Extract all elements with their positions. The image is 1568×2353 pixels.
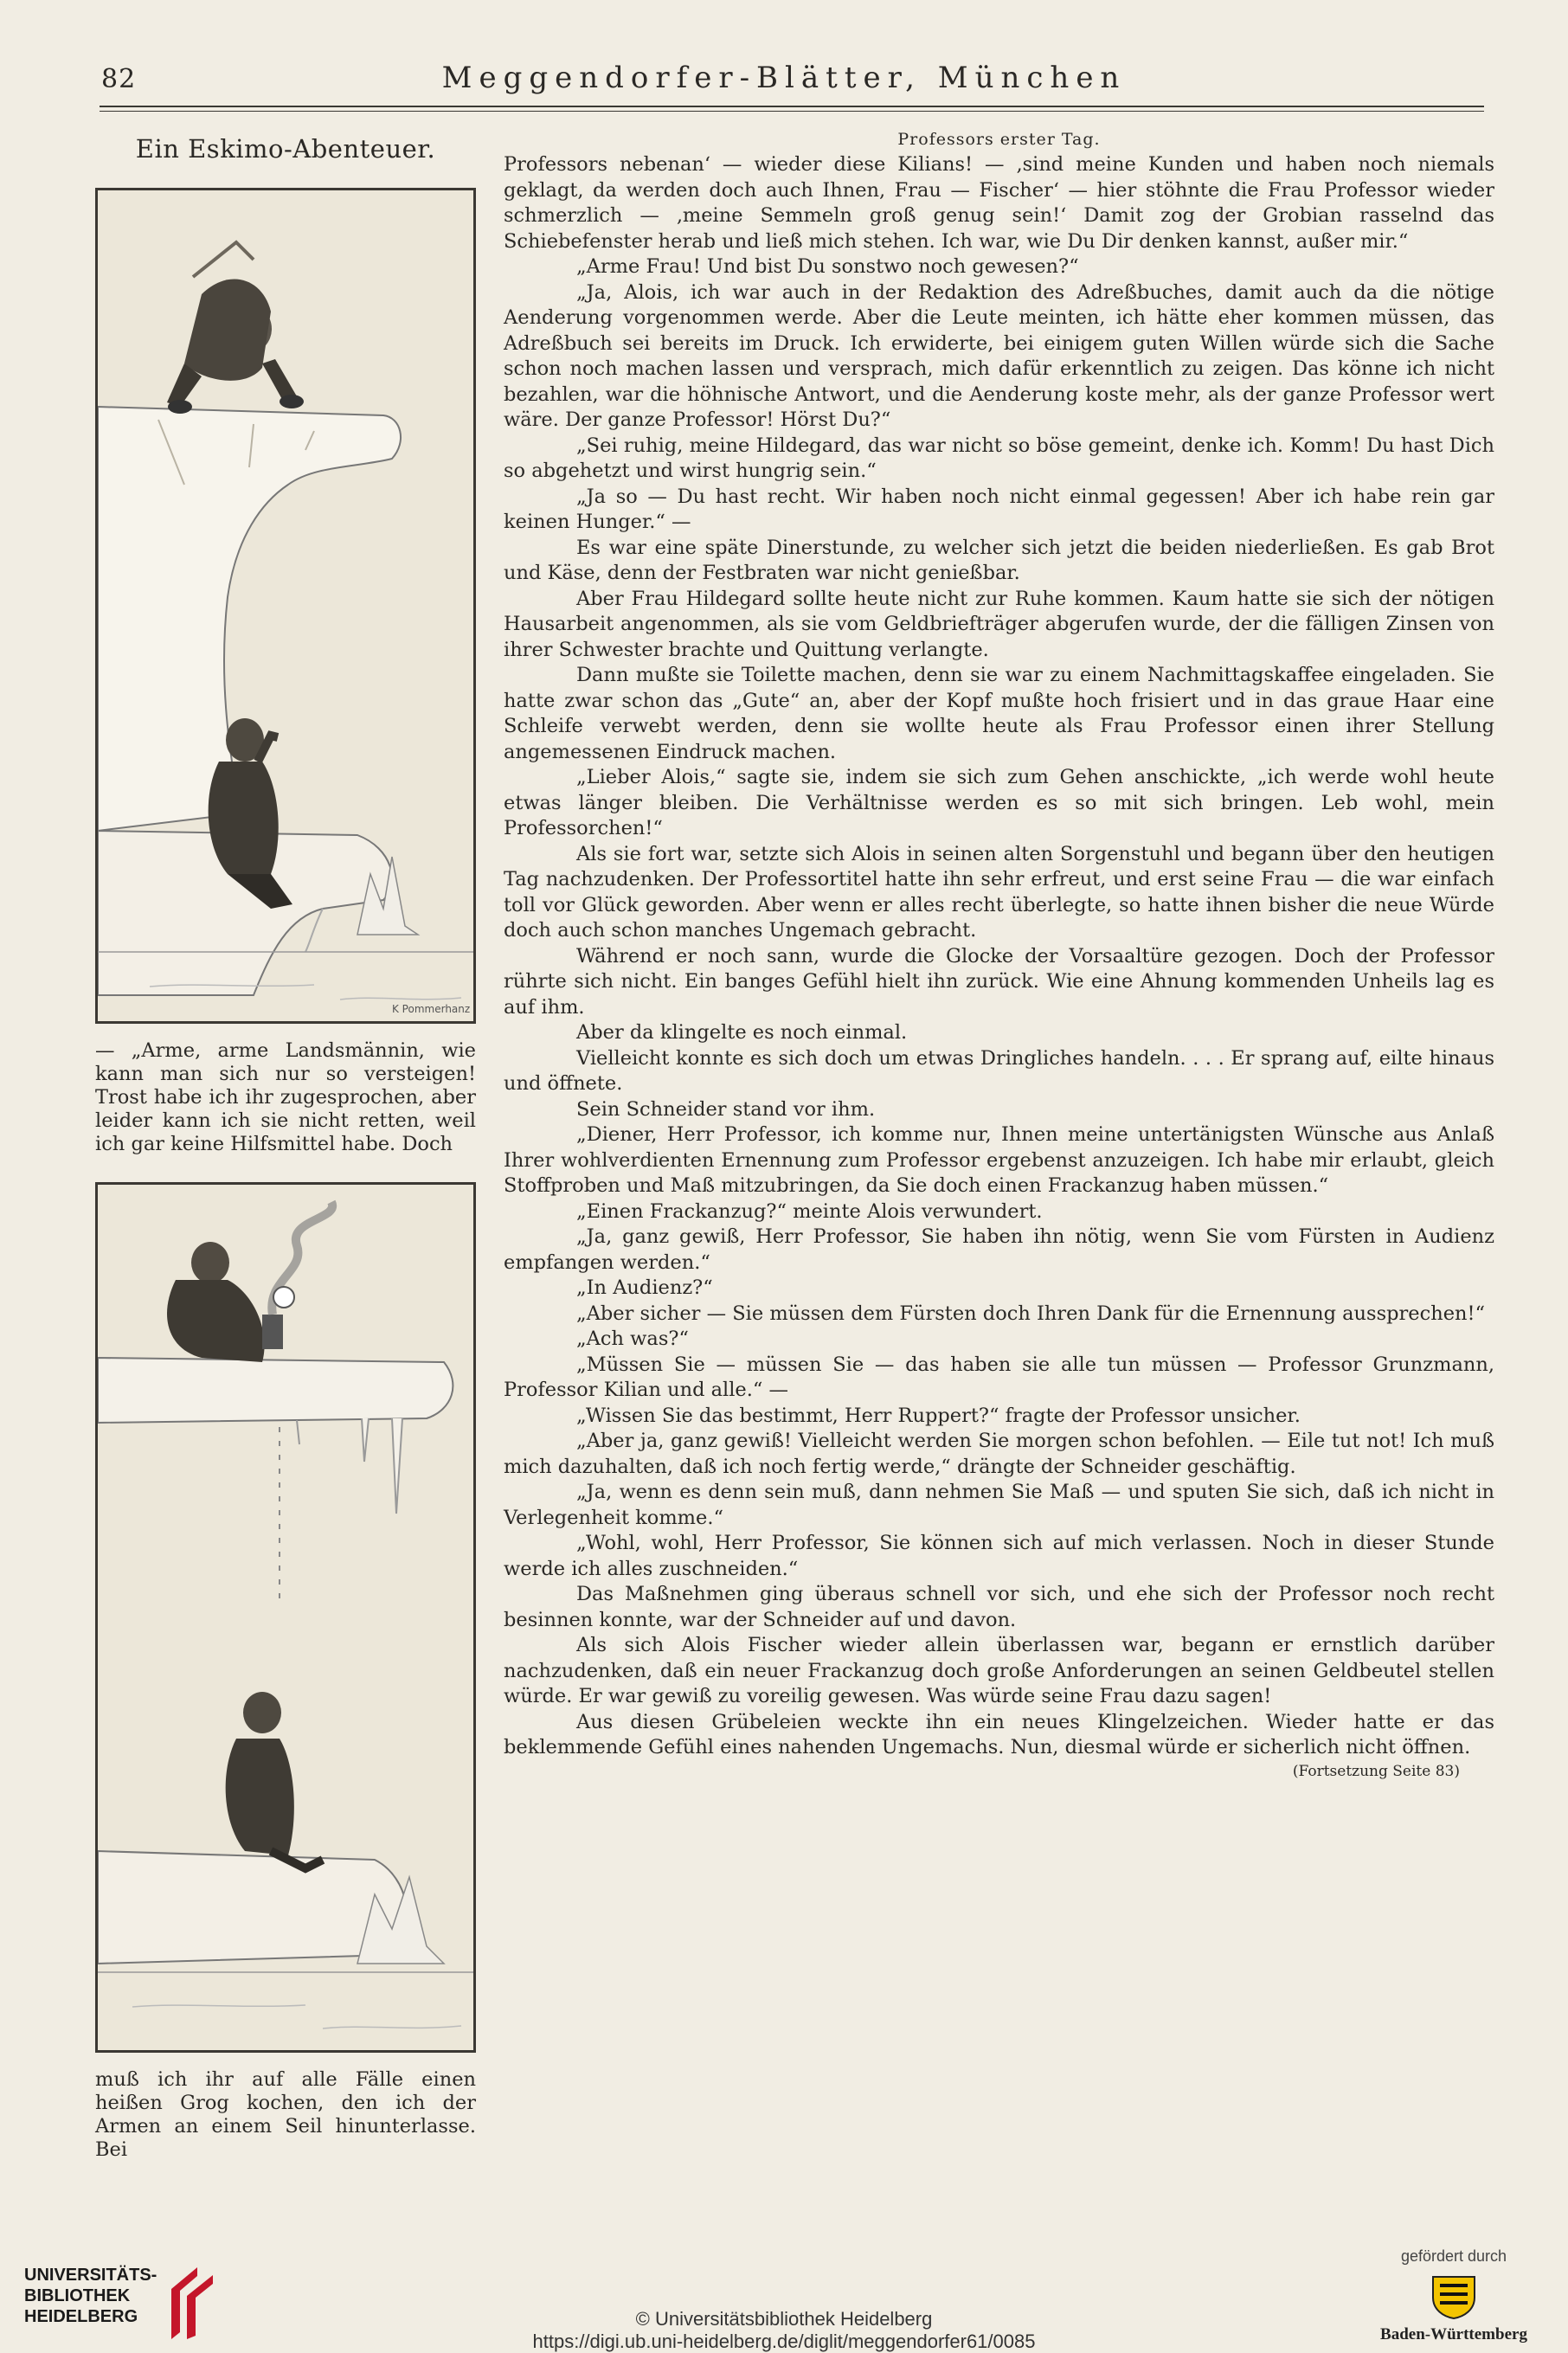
- library-name-line: HEIDELBERG: [24, 2307, 138, 2326]
- funding-label: gefördert durch: [1400, 2247, 1507, 2265]
- header-rule: [100, 106, 1484, 107]
- paragraph: „Müssen Sie — müssen Sie — das haben sie alle tun müssen — Professor Grunzmann, Professor Kilian und alle.“ —: [504, 1353, 1494, 1401]
- paragraph: „Ja, wenn es denn sein muß, dann nehmen Sie Maß — und sputen Sie sich, daß ich nicht in Verlegenheit komme.“: [504, 1481, 1494, 1529]
- left-column: [95, 134, 476, 2162]
- crest-icon: [1428, 2272, 1480, 2320]
- source-url[interactable]: https://digi.ub.uni-heidelberg.de/diglit/meggendorfer61/0085: [532, 2330, 1036, 2352]
- paragraph: Als sich Alois Fischer wieder allein überlassen war, begann er ernstlich darüber nachzudenken, daß ein neuer Frackanzug doch große Anforderungen an seinen Geldbeutel stellen würde. Er war gewiß zu voreilig gewesen. Was würde seine Frau dazu sagen!: [504, 1634, 1494, 1707]
- paragraph: Professors nebenan‘ — wieder diese Kilians! — ‚sind meine Kunden und haben noch niemals geklagt, da werden doch auch Ihnen, Frau — Fischer‘ — hier stöhnte die Frau Professor wieder schmerzlich — ‚meine Semmeln groß genug sein!‘ Damit zog der Grobian rasselnd das Schiebefenster herab und ließ mich stehen. Ich war, wie Du Dir denken kannst, außer mir.“: [504, 153, 1494, 253]
- paragraph: Vielleicht konnte es sich doch um etwas Dringliches handeln. . . . Er sprang auf, eilte hinaus und öffnete.: [504, 1046, 1494, 1095]
- paragraph: Das Maßnehmen ging überaus schnell vor sich, und ehe sich der Professor noch recht besinnen konnte, war der Schneider auf und davon.: [504, 1583, 1494, 1631]
- copyright-notice: © Universitätsbibliothek Heidelberg: [635, 2308, 933, 2330]
- paragraph: Sein Schneider stand vor ihm.: [576, 1097, 876, 1121]
- caption-2: muß ich ihr auf alle Fälle einen heißen Grog kochen, den ich der Armen an einem Seil hinunterlasse. Bei: [95, 2068, 476, 2161]
- running-title: Meggendorfer-Blätter, München: [441, 61, 1127, 95]
- paragraph: Aber da klingelte es noch einmal.: [576, 1021, 908, 1044]
- paragraph: Aber Frau Hildegard sollte heute nicht zur Ruhe kommen. Kaum hatte sie sich der nötigen Hausarbeit angenommen, als sie vom Geldbriefträger abgerufen wurde, der die fälligen Zinsen von ihrer Schwester brachte und Quittung verlangte.: [504, 587, 1494, 661]
- page-number: 82: [101, 64, 137, 94]
- paragraph: „In Audienz?“: [576, 1276, 713, 1299]
- library-name-line: UNIVERSITÄTS-: [24, 2266, 157, 2285]
- paragraph: „Diener, Herr Professor, ich komme nur, Ihnen meine untertänigsten Wünsche aus Anlaß Ihrer wohlverdienten Ernennung zum Professor ergebenst anzuzeigen. Ich habe mir erlaubt, gleich Stoffproben und Maß mitzubringen, da Sie doch einen Frackanzug haben müssen.“: [504, 1123, 1494, 1197]
- paragraph: „Aber ja, ganz gewiß! Vielleicht werden Sie morgen schon befohlen. — Eile tut not! Ich muß mich dazuhalten, daß ich noch fertig werde,“ drängte der Schneider geschäftig.: [504, 1430, 1494, 1478]
- paragraph: „Ja so — Du hast recht. Wir haben noch nicht einmal gegessen! Aber ich habe rein gar keinen Hunger.“ —: [504, 485, 1494, 533]
- funder-name: Baden-Württemberg: [1380, 2325, 1527, 2343]
- paragraph: „Wohl, wohl, Herr Professor, Sie können sich auf mich verlassen. Noch in dieser Stunde werde ich alles zuschneiden.“: [504, 1532, 1494, 1580]
- story-title: Ein Eskimo-Abenteuer.: [135, 134, 436, 164]
- header-rule-thin: [100, 111, 1484, 112]
- caption-1: — „Arme, arme Landsmännin, wie kann man sich nur so versteigen! Trost habe ich ihr zugesprochen, aber leider kann ich sie nicht retten, weil ich gar keine Hilfsmittel habe. Doch: [95, 1039, 476, 1155]
- continuation-note: (Fortsetzung Seite 83): [1292, 1762, 1460, 1780]
- body-text: [504, 152, 1494, 1761]
- illustration-signature: K Pommerhanz: [392, 1003, 471, 1015]
- paragraph: Während er noch sann, wurde die Glocke der Vorsaaltüre gezogen. Doch der Professor rührte sich nicht. Ein banges Gefühl hielt ihn zurück. Wie eine Ahnung kommenden Unheils lag es auf ihm.: [504, 944, 1494, 1019]
- illustration-top: [95, 188, 476, 1024]
- section-title: Professors erster Tag.: [897, 130, 1101, 149]
- paragraph: Dann mußte sie Toilette machen, denn sie war zu einem Nachmittagskaffee eingeladen. Sie hatte zwar schon das „Gute“ an, aber der Kopf mußte hoch frisiert und in das graue Haar eine Schleife verwebt werden, denn sie wollte heute als Frau Professor einen ihrer Stellung angemessenen Eindruck machen.: [504, 664, 1494, 763]
- paragraph: „Einen Frackanzug?“ meinte Alois verwundert.: [576, 1199, 1043, 1223]
- paragraph: Es war eine späte Dinerstunde, zu welcher sich jetzt die beiden niederließen. Es gab Brot und Käse, denn der Festbraten war nicht genießbar.: [504, 536, 1494, 584]
- paragraph: „Ja, ganz gewiß, Herr Professor, Sie haben ihn nötig, wenn Sie vom Fürsten in Audienz empfangen werden.“: [504, 1225, 1494, 1274]
- paragraph: „Wissen Sie das bestimmt, Herr Ruppert?“ fragte der Professor unsicher.: [576, 1404, 1301, 1427]
- paragraph: „Aber sicher — Sie müssen dem Fürsten doch Ihren Dank für die Ernennung aussprechen!“: [576, 1302, 1486, 1325]
- paragraph: „Sei ruhig, meine Hildegard, das war nicht so böse gemeint, denke ich. Komm! Du hast Dich so abgehetzt und wirst hungrig sein.“: [504, 434, 1494, 482]
- paragraph: „Ja, Alois, ich war auch in der Redaktion des Adreßbuches, damit auch da die nötige Aenderung vorgenommen werde. Aber die Leute meinten, ich hätte eher kommen müssen, das Adreßbuch sei bereits im Druck. Ich erwiderte, bei einigem guten Willen würde sich die Sache schon noch machen lassen und versprach, mich dafür erkenntlich zu zeigen. Das könne ich nicht bezahlen, war die höhnische Antwort, und die Aenderung koste mehr, als der ganze Professor wert wäre. Der ganze Professor! Hörst Du?“: [504, 280, 1494, 431]
- paragraph: „Ach was?“: [576, 1328, 689, 1350]
- paragraph: „Lieber Alois,“ sagte sie, indem sie sich zum Gehen anschickte, „ich werde wohl heute etwas länger bleiben. Die Verhältnisse werden es so mit sich bringen. Leb wohl, mein Professorchen!“: [504, 766, 1494, 839]
- illustration-bottom: [95, 1182, 476, 2053]
- paragraph: Als sie fort war, setzte sich Alois in seinen alten Sorgenstuhl und begann über den heutigen Tag nachzudenken. Der Professortitel hatte ihn sehr erfreut, und erst seine Frau — die war einfach toll vor Glück geworden. Aber wenn er alles recht überlegte, so hatte ihnen bisher die neue Würde doch auch schon manches Ungemach gebracht.: [504, 842, 1494, 942]
- paragraph: „Arme Frau! Und bist Du sonstwo noch gewesen?“: [576, 255, 1079, 278]
- footer: [0, 2237, 1568, 2351]
- right-column: [504, 130, 1494, 1780]
- library-name-line: BIBLIOTHEK: [24, 2286, 131, 2305]
- paragraph: Aus diesen Grübeleien weckte ihn ein neues Klingelzeichen. Wieder hatte er das beklemmende Gefühl eines nahenden Ungemachs. Nun, diesmal würde er sicherlich nicht öffnen.: [504, 1710, 1494, 1758]
